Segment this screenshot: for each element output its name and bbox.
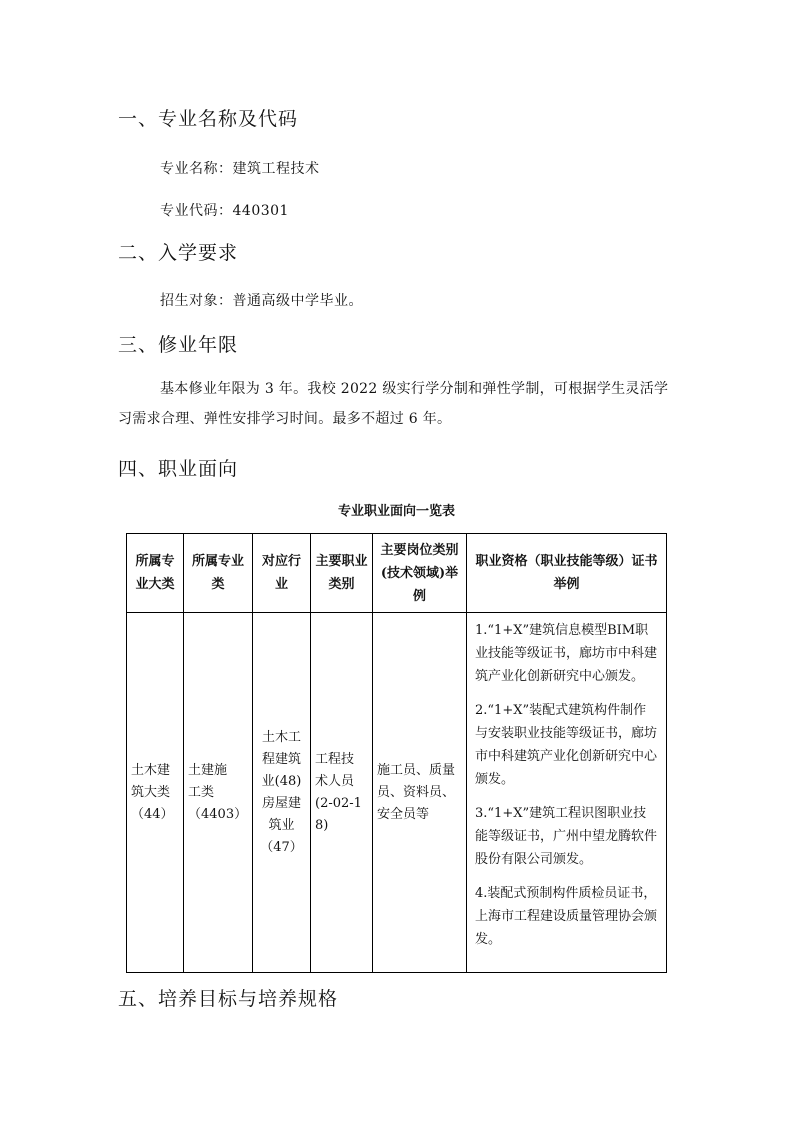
cell-line: 8) (315, 817, 329, 833)
section-heading-goals: 五、培养目标与培养规格 (118, 988, 339, 1010)
cell-line: (2-02-1 (315, 795, 362, 811)
cell-line: 土木建 (131, 762, 171, 778)
occupation-table (126, 533, 667, 973)
table-caption: 专业职业面向一览表 (337, 504, 455, 519)
certificate-item: 1.“1+X”建筑信息模型BIM职业技能等级证书，廊坊市中科建筑产业化创新研究中心颁发。 (475, 623, 658, 684)
cell-line: 员、资料员、 (377, 784, 456, 800)
header-major-class: 所属专业类 (184, 534, 253, 613)
duration-paragraph: 基本修业年限为 3 年。我校 2022 级实行学分制和弹性学制，可根据学生灵活学习需求合理、弹性安排学习时间。最多不超过 6 年。 (118, 381, 669, 427)
cell-positions (373, 613, 467, 973)
certificate-item: 4.装配式预制构件质检员证书，上海市工程建设质量管理协会颁发。 (475, 886, 658, 947)
cell-line: 筑大类 (131, 784, 171, 800)
section-heading-duration: 三、修业年限 (118, 334, 239, 356)
section-heading-admission: 二、入学要求 (118, 242, 239, 264)
cell-line: 工程技 (315, 751, 355, 767)
cell-line: （4403） (188, 806, 248, 822)
cell-industry (253, 613, 311, 973)
major-name: 专业名称：建筑工程技术 (160, 161, 320, 177)
cell-line: 安全员等 (377, 806, 430, 822)
header-positions: 主要岗位类别(技术领域)举例 (373, 534, 467, 613)
cell-major-category (127, 613, 184, 973)
cell-line: 土木工 (261, 729, 301, 745)
cell-line: 术人员 (315, 773, 355, 789)
section-heading-occupation: 四、职业面向 (118, 458, 239, 480)
header-occupation: 主要职业类别 (311, 534, 373, 613)
cell-certificates (467, 613, 667, 973)
cell-line: （47） (260, 839, 303, 855)
header-industry: 对应行业 (253, 534, 311, 613)
cell-line: 程建筑 (261, 751, 301, 767)
cell-line: 施工员、质量 (377, 762, 456, 778)
header-certificates: 职业资格（职业技能等级）证书举例 (467, 534, 667, 613)
cell-line: 业(48) (261, 773, 302, 789)
section-heading-major: 一、专业名称及代码 (118, 108, 299, 130)
certificate-item: 2.“1+X”装配式建筑构件制作与安装职业技能等级证书，廊坊市中科建筑产业化创新研究中心颁发。 (475, 703, 658, 787)
header-major-category: 所属专业大类 (127, 534, 184, 613)
cell-major-class (184, 613, 253, 973)
table-row (127, 613, 667, 973)
certificate-item: 3.“1+X”建筑工程识图职业技能等级证书，广州中望龙腾软件股份有限公司颁发。 (475, 806, 658, 867)
major-code: 专业代码：440301 (160, 203, 289, 219)
cell-line: （44） (131, 806, 174, 822)
table-header-row (127, 534, 667, 613)
cell-line: 筑业 (268, 817, 295, 833)
cell-line: 土建施 (188, 762, 228, 778)
cell-line: 房屋建 (261, 795, 301, 811)
cell-occupation (311, 613, 373, 973)
cell-line: 工类 (188, 784, 215, 800)
admission-target: 招生对象：普通高级中学毕业。 (160, 293, 363, 309)
